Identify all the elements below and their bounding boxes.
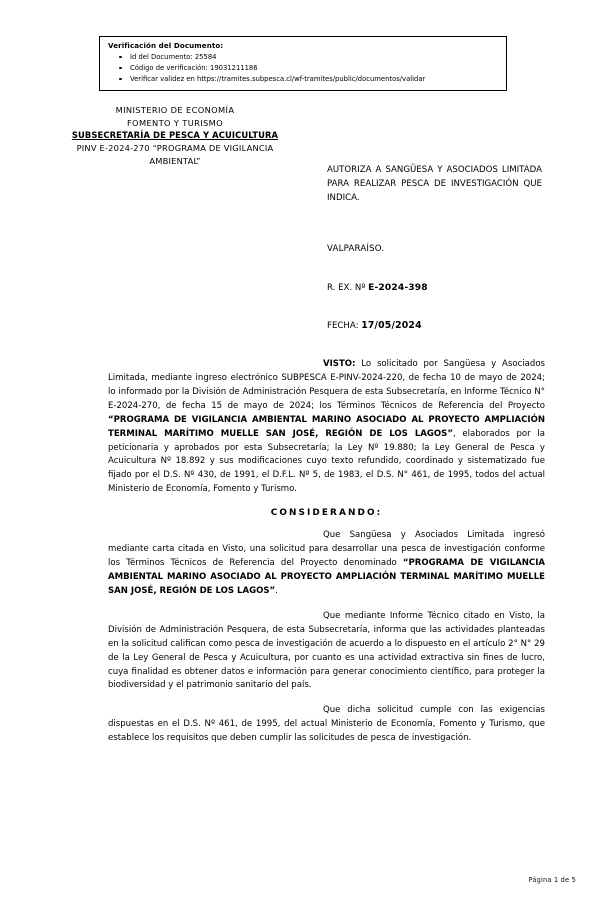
paragraph-considerando-2 [108, 610, 545, 694]
cons1-text-a: Que Sangüesa y Asociados Limitada ingresó mediante carta citada en Visto, una solicitud para desarrollar una pesca de investigación conforme los Términos Técnicos de Referencia del Proyecto denominado [108, 530, 545, 569]
letterhead-ministry: MINISTERIO DE ECONOMÍA [115, 105, 235, 115]
considerando-heading: CONSIDERANDO: [270, 508, 383, 519]
visto-label: VISTO: [323, 359, 356, 369]
visto-project-title: “PROGRAMA DE VIGILANCIA AMBIENTAL MARINO ASOCIADO AL PROYECTO AMPLIACIÓN TERMINAL MARÍTIMO MUELLE SAN JOSÉ, REGIÓN DE LOS LAGOS” [108, 414, 545, 439]
verification-list [108, 52, 500, 85]
cons1-text-b: . [275, 585, 278, 596]
verification-item-document-id: Id del Documento: 25584 [130, 52, 500, 63]
paragraph-considerando-1 [108, 529, 545, 599]
document-body [108, 358, 545, 757]
date-label: FECHA: [327, 321, 362, 331]
letterhead [30, 104, 320, 167]
document-city: VALPARAÍSO. [327, 244, 385, 254]
verification-item-code: Código de verificación: 19031211186 [130, 63, 500, 74]
page-footer: Página 1 de 5 [528, 876, 576, 884]
verification-title: Verificación del Documento: [108, 41, 224, 50]
date-value: 17/05/2024 [361, 320, 422, 331]
resolution-number: E-2024-398 [368, 283, 428, 293]
cons3-text: Que dicha solicitud cumple con las exigencias dispuestas en el D.S. Nº 461, de 1995, del actual Ministerio de Economía, Fomento y Turismo, que establece los requisitos que deben cumplir las solicitudes de pesca de investigación. [108, 705, 545, 744]
cons2-text: Que mediante Informe Técnico citado en Visto, la División de Administración Pesquera, de esta Subsecretaría, informa que las actividades planteadas en la solicitud califican como pesca de investigación de acuerdo a lo dispuesto en el artículo 2° N° 29 de la Ley General de Pesca y Acuicultura, por cuanto es una actividad extractiva sin fines de lucro, cuya finalidad es obtener datos e información para generar conocimiento científico, para proteger la biodiversidad y el patrimonio sanitario del país. [108, 610, 545, 691]
paragraph-considerando-3 [108, 704, 545, 746]
document-subject: AUTORIZA A SANGÜESA Y ASOCIADOS LIMITADA PARA REALIZAR PESCA DE INVESTIGACIÓN QUE INDICA. [327, 165, 542, 203]
resolution-line [327, 283, 428, 293]
letterhead-program-line1: PINV E-2024-270 “PROGRAMA DE VIGILANCIA [76, 142, 274, 153]
letterhead-ministry-sub: FOMENTO Y TURISMO [126, 117, 224, 128]
resolution-label: R. EX. Nº [327, 283, 369, 293]
visto-text-b: , elaborados por la peticionaria y aprobados por esta Subsecretaría; la Ley Nº 19.880; la Ley General de Pesca y Acuicultura Nº 18.892 y sus modificaciones cuyo texto refundido, coordinado y sistematizado fue fijado por el D.S. Nº 430, de 1991, el D.F.L. Nº 5, de 1983, el D.S. N° 461, de 1995, todos del actual Ministerio de Economía, Fomento y Turismo. [108, 428, 546, 495]
paragraph-visto [108, 358, 545, 497]
cons1-project-title: “PROGRAMA DE VIGILANCIA AMBIENTAL MARINO ASOCIADO AL PROYECTO AMPLIACIÓN TERMINAL MARÍTIMO MUELLE SAN JOSÉ, REGIÓN DE LOS LAGOS” [108, 558, 545, 596]
date-line [327, 320, 422, 331]
verification-item-url: Verificar validez en https://tramites.subpesca.cl/wf-tramites/public/documentos/validar [130, 74, 500, 85]
visto-text-a: Lo solicitado por Sangüesa y Asociados Limitada, mediante ingreso electrónico SUBPESCA E-PINV-2024-220, de fecha 10 de mayo de 2024; lo informado por la División de Administración Pesquera de esta Subsecretaría, en Informe Técnico N° E-2024-270, de fecha 15 de mayo de 2024; los Términos Técnicos de Referencia del Proyecto [108, 359, 545, 411]
verification-box [99, 36, 507, 91]
letterhead-subsecretaria: SUBSECRETARÍA DE PESCA Y ACUICULTURA [71, 130, 279, 141]
letterhead-program-line2: AMBIENTAL” [149, 155, 201, 166]
